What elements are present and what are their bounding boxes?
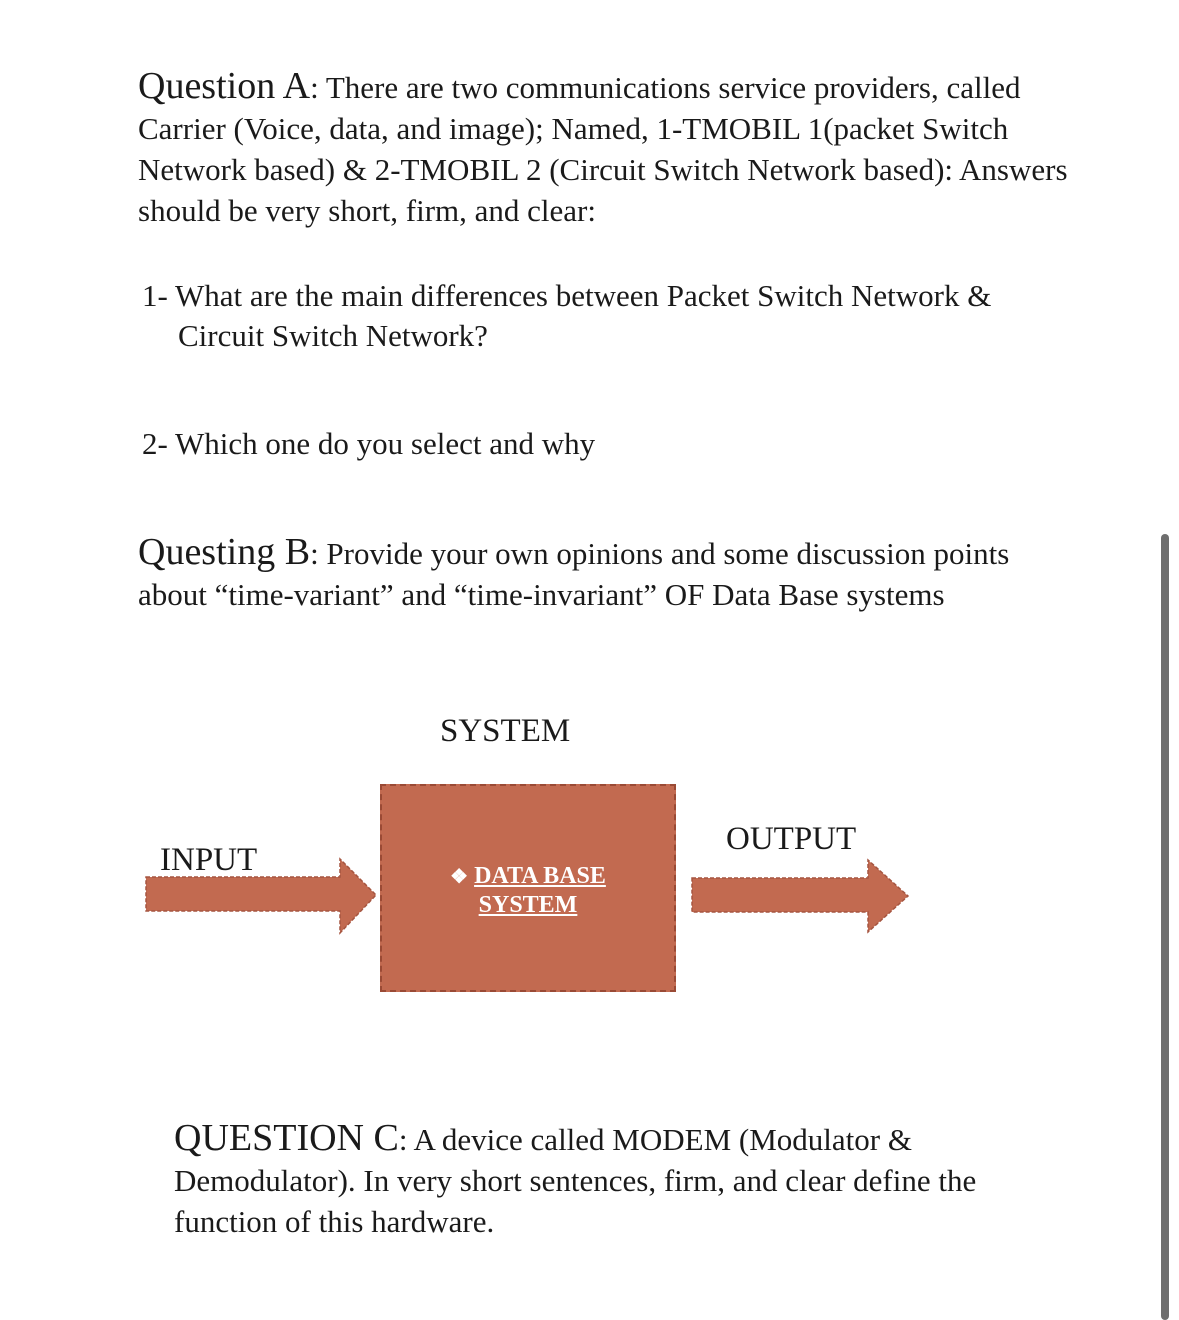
box-line-1: DATA BASE <box>474 863 606 889</box>
question-a-heading: Question A <box>138 65 311 107</box>
question-a-item-1: 1- What are the main differences between Packet Switch Network & Circuit Switch Network? <box>142 278 992 353</box>
question-c-heading: QUESTION C <box>174 1117 399 1159</box>
input-label: INPUT <box>160 842 258 878</box>
box-line-2: SYSTEM <box>478 892 578 918</box>
output-label: OUTPUT <box>726 821 857 857</box>
database-system-label <box>382 862 674 919</box>
question-b-text: : Provide your own opinions and some discussion points about “time-variant” and “time-invariant” OF Data Base systems <box>138 536 1010 612</box>
question-a-paragraph <box>138 66 1068 231</box>
question-a-item-2: 2- Which one do you select and why <box>142 426 596 461</box>
input-arrow <box>140 855 380 937</box>
question-b-paragraph <box>138 532 1038 615</box>
bullet-diamond-icon: ❖ <box>450 866 469 888</box>
output-arrow <box>688 856 914 938</box>
question-b-heading: Questing B <box>138 531 311 573</box>
database-system-box <box>380 784 676 992</box>
question-c-paragraph <box>174 1118 1054 1242</box>
vertical-scrollbar[interactable] <box>1161 534 1169 1320</box>
question-a-text: : There are two communications service providers, called Carrier (Voice, data, and image); Named, 1-TMOBIL 1(packet Switch Network based) & 2-TMOBIL 2 (Circuit Switch Network based): Answers should be very short, firm, and clear: <box>138 70 1068 228</box>
diagram-title: SYSTEM <box>440 713 571 749</box>
question-c-text: : A device called MODEM (Modulator & Demodulator). In very short sentences, firm, and clear define the function of this hardware. <box>174 1122 977 1239</box>
